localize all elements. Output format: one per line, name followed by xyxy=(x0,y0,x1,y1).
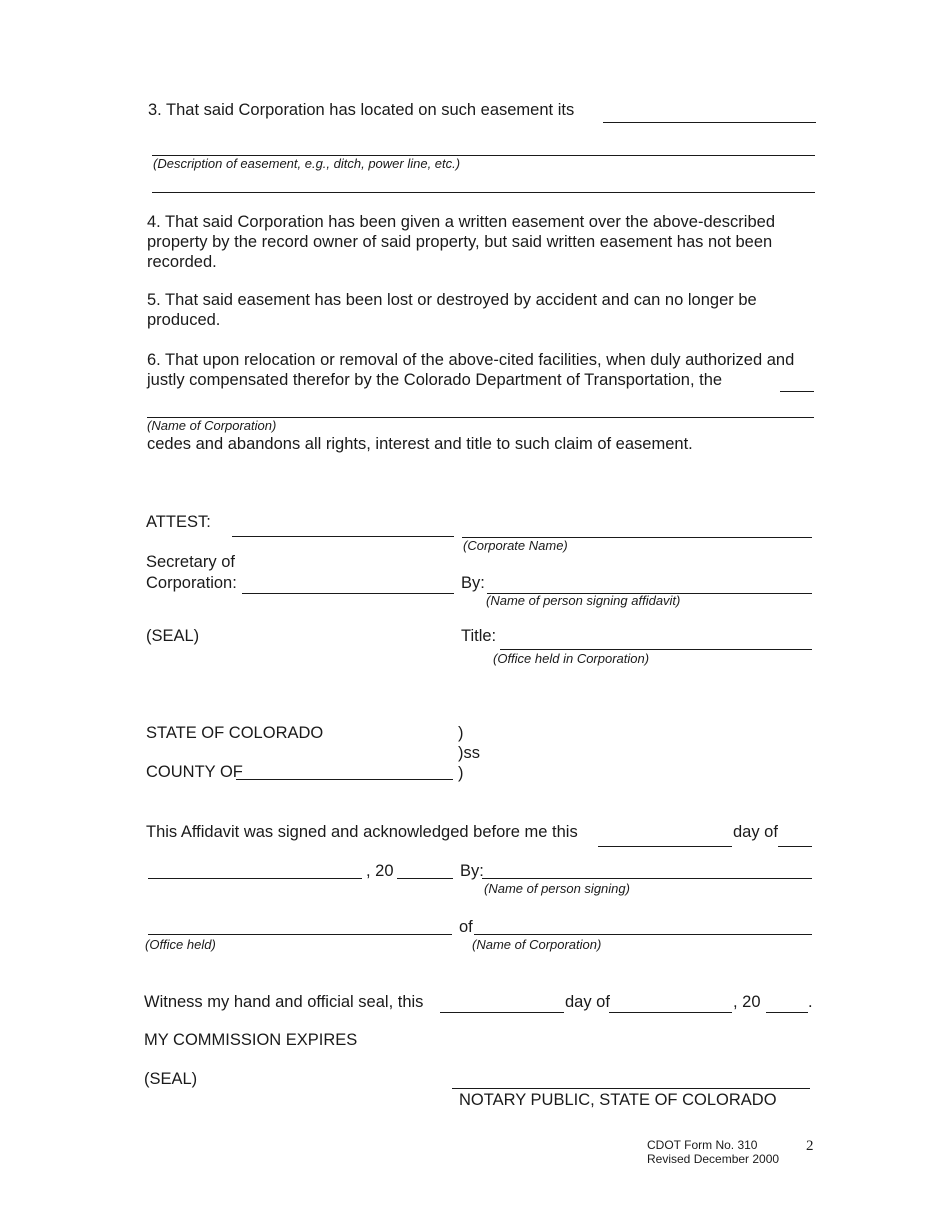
ack-month-line[interactable] xyxy=(148,878,362,879)
form-number: CDOT Form No. 310 xyxy=(647,1138,758,1152)
witness-year-label: , 20 xyxy=(733,993,761,1011)
notary-label: NOTARY PUBLIC, STATE OF COLORADO xyxy=(459,1091,777,1109)
item5-text: 5. That said easement has been lost or destroyed by accident and can no longer be produced. xyxy=(147,291,757,329)
witness-day-line[interactable] xyxy=(440,1012,564,1013)
easement-description-hint: (Description of easement, e.g., ditch, power line, etc.) xyxy=(153,156,461,171)
witness-period: . xyxy=(808,993,813,1011)
state-label: STATE OF COLORADO xyxy=(146,724,324,742)
corporate-name-hint: (Corporate Name) xyxy=(463,538,568,553)
ack-corp-line[interactable] xyxy=(474,934,812,935)
secretary-label-1: Secretary of xyxy=(146,553,235,571)
office-hint: (Office held in Corporation) xyxy=(493,651,650,666)
venue-paren-2: ) xyxy=(458,764,464,782)
item6-text: 6. That upon relocation or removal of the above-cited facilities, when duly authorized and justly compensated therefor by the Colorado Department of Transportation, the xyxy=(147,351,795,389)
item6-continuation: cedes and abandons all rights, interest and title to such claim of easement. xyxy=(147,435,693,453)
witness-month-line[interactable] xyxy=(609,1012,732,1013)
corporation-name-hint: (Name of Corporation) xyxy=(147,418,277,433)
ack-day-line[interactable] xyxy=(598,846,732,847)
county-line[interactable] xyxy=(236,779,453,780)
ack-text: This Affidavit was signed and acknowledged before me this xyxy=(146,823,578,841)
ack-corp-hint: (Name of Corporation) xyxy=(472,937,602,952)
title-line[interactable] xyxy=(500,649,812,650)
ack-day-of: day of xyxy=(733,823,778,841)
witness-text: Witness my hand and official seal, this xyxy=(144,993,424,1011)
secretary-label-2: Corporation: xyxy=(146,574,237,592)
corporation-name-blank[interactable] xyxy=(780,391,814,392)
easement-blank[interactable] xyxy=(603,122,816,123)
secretary-line[interactable] xyxy=(242,593,454,594)
ack-year-label: , 20 xyxy=(366,862,394,880)
ack-month-line-a[interactable] xyxy=(778,846,812,847)
ack-by-label: By: xyxy=(460,862,484,880)
page-number: 2 xyxy=(806,1138,814,1154)
venue-ss: )ss xyxy=(458,744,480,762)
signer-hint: (Name of person signing affidavit) xyxy=(486,593,681,608)
seal-label: (SEAL) xyxy=(146,627,200,645)
title-label: Title: xyxy=(461,627,497,645)
ack-signer-hint: (Name of person signing) xyxy=(484,881,630,896)
revised-date: Revised December 2000 xyxy=(647,1152,780,1166)
attest-line[interactable] xyxy=(232,536,454,537)
witness-year-line[interactable] xyxy=(766,1012,808,1013)
attest-label: ATTEST: xyxy=(146,513,211,531)
easement-description-line-2[interactable] xyxy=(152,192,815,193)
ack-of-label: of xyxy=(459,918,473,936)
county-label: COUNTY OF xyxy=(146,763,243,781)
item3-text: 3. That said Corporation has located on such easement its xyxy=(148,101,575,119)
item4-text: 4. That said Corporation has been given a written easement over the above-described property by the record owner of said property, but said written easement has not been recorded. xyxy=(147,213,775,271)
commission-label: MY COMMISSION EXPIRES xyxy=(144,1031,358,1049)
witness-day-of: day of xyxy=(565,993,610,1011)
witness-seal-label: (SEAL) xyxy=(144,1070,198,1088)
venue-paren-1: ) xyxy=(458,724,464,742)
notary-signature-line[interactable] xyxy=(452,1088,810,1089)
ack-year-line[interactable] xyxy=(397,878,453,879)
by-label: By: xyxy=(461,574,485,592)
ack-signer-line[interactable] xyxy=(482,878,812,879)
ack-office-line[interactable] xyxy=(148,934,452,935)
ack-office-hint: (Office held) xyxy=(145,937,216,952)
